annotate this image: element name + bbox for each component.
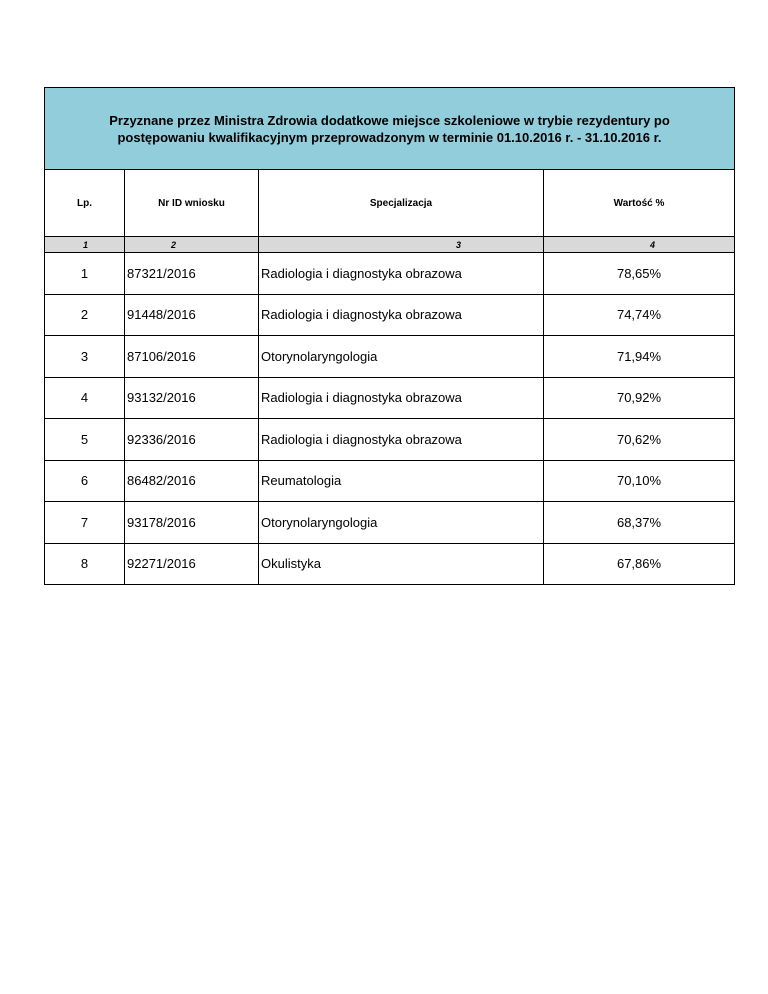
cell-lp: 1: [45, 253, 125, 295]
cell-id: 87106/2016: [125, 336, 259, 378]
cell-value: 78,65%: [544, 253, 735, 295]
title-line-1: Przyznane przez Ministra Zdrowia dodatkowe miejsce szkoleniowe w trybie rezydentury po: [109, 112, 670, 128]
cell-lp: 7: [45, 502, 125, 544]
column-number-row: [45, 237, 735, 253]
cell-lp: 5: [45, 419, 125, 461]
cell-lp: 8: [45, 543, 125, 585]
table-title: [45, 88, 735, 170]
table-row: [45, 419, 735, 461]
header-row: [45, 170, 735, 237]
cell-specialization: Otorynolaryngologia: [259, 502, 544, 544]
cell-lp: 2: [45, 294, 125, 336]
cell-value: 67,86%: [544, 543, 735, 585]
table-row: [45, 253, 735, 295]
results-table: [44, 87, 735, 585]
cell-specialization: Radiologia i diagnostyka obrazowa: [259, 253, 544, 295]
table-row: [45, 294, 735, 336]
column-number-3: 3: [259, 237, 544, 253]
cell-id: 87321/2016: [125, 253, 259, 295]
column-number-4: 4: [544, 237, 735, 253]
title-line-2: postępowaniu kwalifikacyjnym przeprowadzonym w terminie 01.10.2016 r. - 31.10.2016 r.: [117, 129, 662, 145]
column-header-value: Wartość %: [544, 170, 735, 237]
table-row: [45, 543, 735, 585]
cell-id: 93178/2016: [125, 502, 259, 544]
cell-specialization: Otorynolaryngologia: [259, 336, 544, 378]
column-number-2: 2: [125, 237, 259, 253]
cell-specialization: Radiologia i diagnostyka obrazowa: [259, 419, 544, 461]
column-number-1: 1: [45, 237, 125, 253]
cell-id: 93132/2016: [125, 377, 259, 419]
cell-lp: 4: [45, 377, 125, 419]
cell-id: 92336/2016: [125, 419, 259, 461]
cell-value: 70,92%: [544, 377, 735, 419]
cell-lp: 6: [45, 460, 125, 502]
cell-specialization: Radiologia i diagnostyka obrazowa: [259, 377, 544, 419]
title-row: [45, 88, 735, 170]
column-header-specialization: Specjalizacja: [259, 170, 544, 237]
column-header-lp: Lp.: [45, 170, 125, 237]
cell-id: 92271/2016: [125, 543, 259, 585]
cell-specialization: Reumatologia: [259, 460, 544, 502]
table-row: [45, 377, 735, 419]
table-row: [45, 502, 735, 544]
cell-lp: 3: [45, 336, 125, 378]
cell-value: 70,10%: [544, 460, 735, 502]
cell-value: 68,37%: [544, 502, 735, 544]
column-header-id: Nr ID wniosku: [125, 170, 259, 237]
table-row: [45, 336, 735, 378]
cell-specialization: Radiologia i diagnostyka obrazowa: [259, 294, 544, 336]
cell-id: 91448/2016: [125, 294, 259, 336]
cell-id: 86482/2016: [125, 460, 259, 502]
cell-value: 74,74%: [544, 294, 735, 336]
table-row: [45, 460, 735, 502]
cell-value: 71,94%: [544, 336, 735, 378]
cell-specialization: Okulistyka: [259, 543, 544, 585]
cell-value: 70,62%: [544, 419, 735, 461]
